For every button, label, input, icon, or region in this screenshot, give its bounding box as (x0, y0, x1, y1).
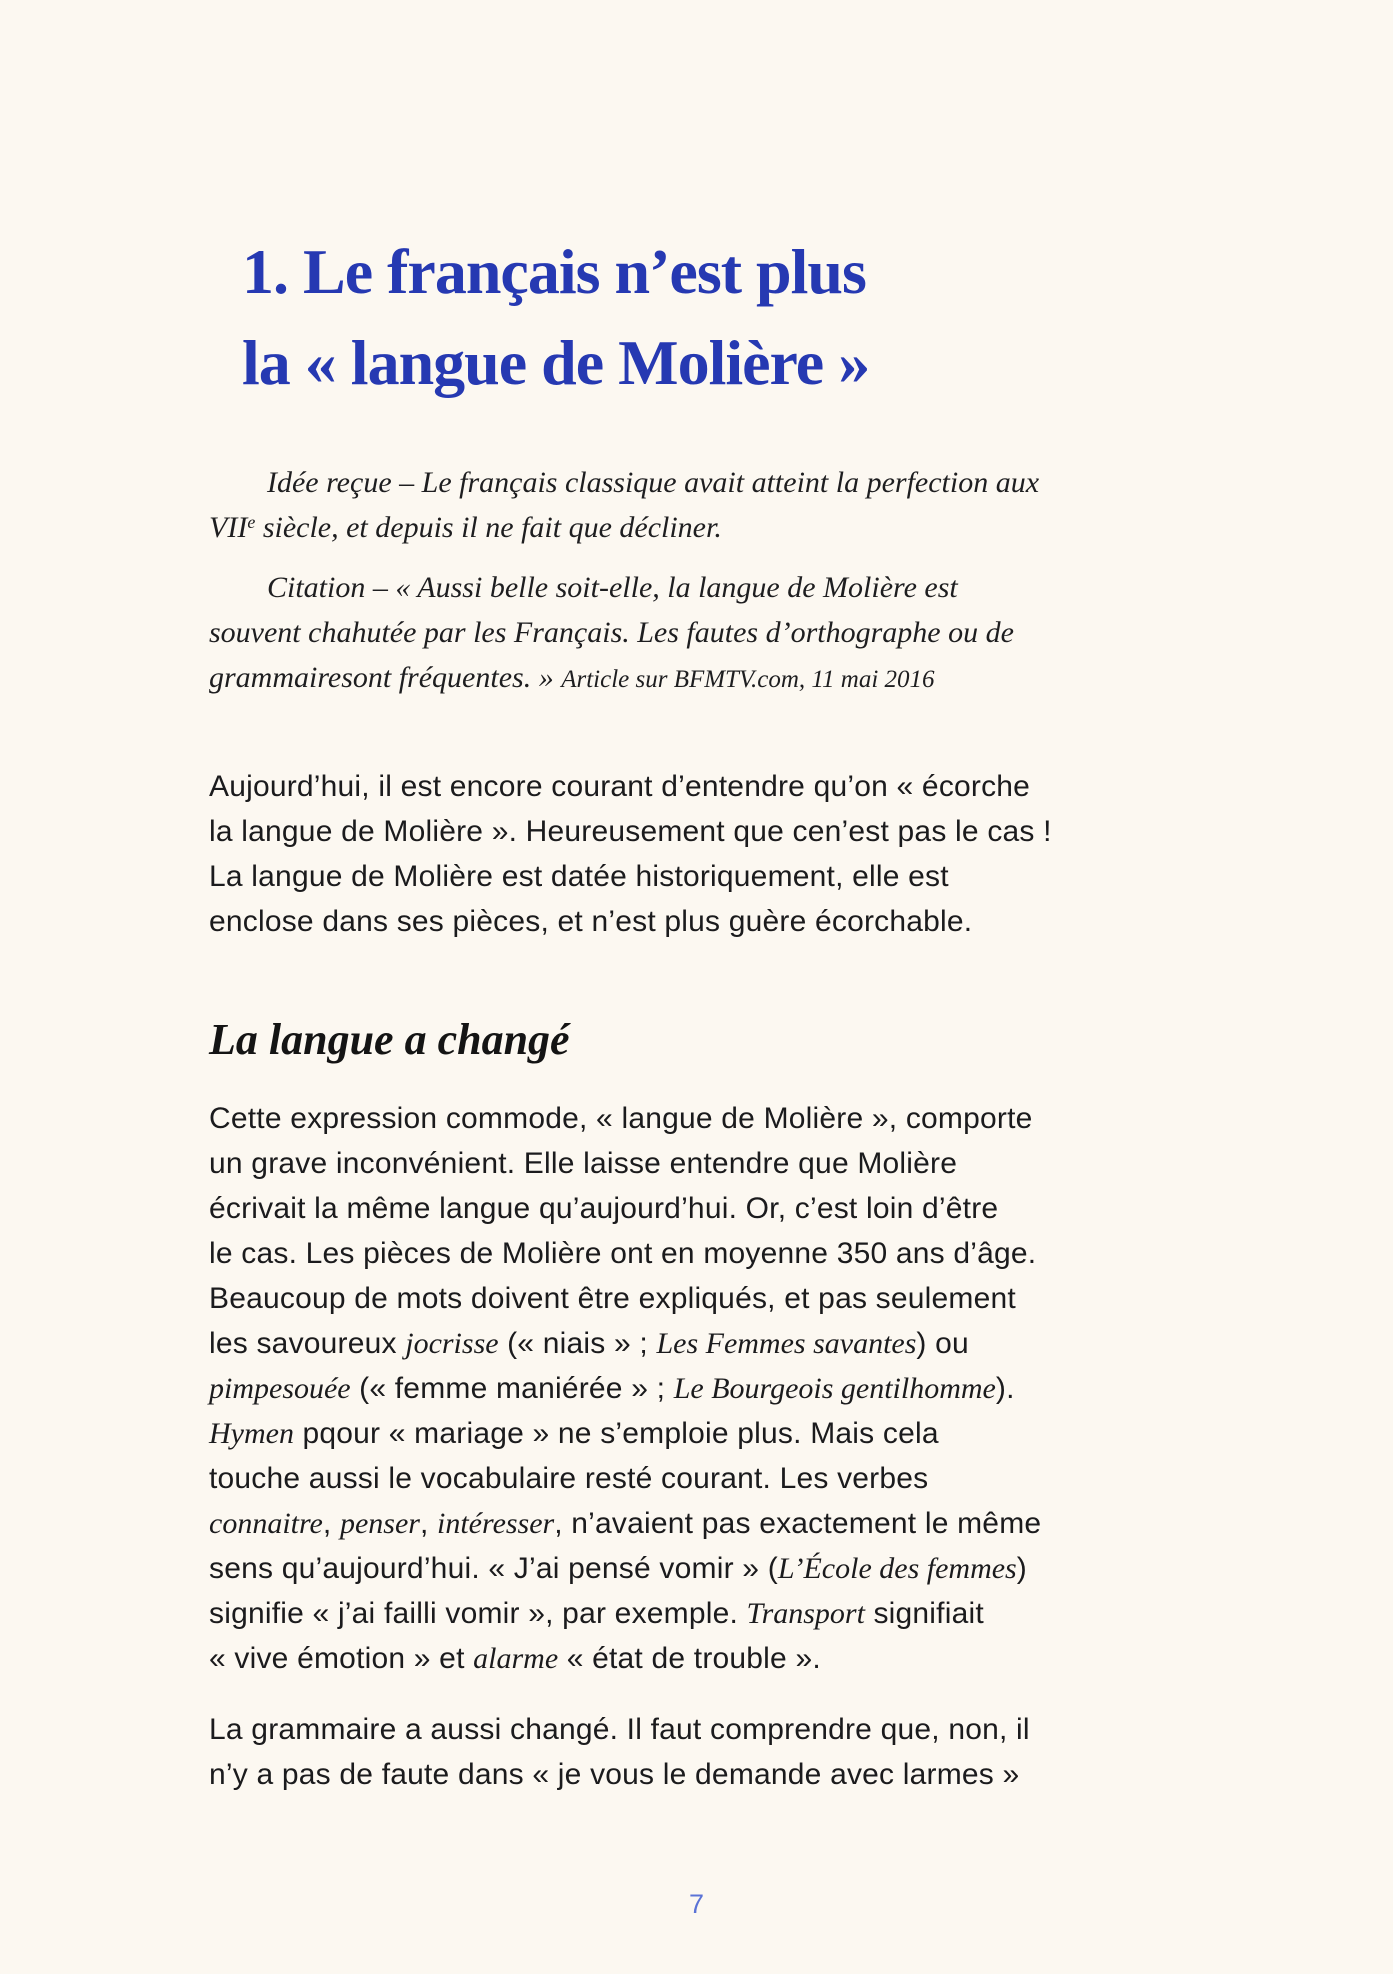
idee-recue-paragraph (209, 460, 1219, 550)
text-line: souvent chahutée par les Français. Les fautes d’orthographe ou de (209, 616, 1014, 649)
text-line: « vive émotion » et alarme « état de trouble ». (209, 1642, 821, 1675)
text-line: la « langue de Molière » (242, 327, 870, 398)
text-line: grammairesont fréquentes. » Article sur BFMTV.com, 11 mai 2016 (209, 661, 935, 694)
chapter-title (242, 226, 1219, 408)
text-line: Beaucoup de mots doivent être expliqués, et pas seulement (209, 1282, 1016, 1315)
text-line: n’y a pas de faute dans « je vous le demande avec larmes » (209, 1758, 1020, 1791)
text-line: Idée reçue – Le français classique avait atteint la perfection aux (267, 466, 1040, 499)
section-heading: La langue a changé (209, 1015, 570, 1064)
text-line: un grave inconvénient. Elle laisse entendre que Molière (209, 1147, 958, 1180)
text-line: Hymen pqour « mariage » ne s’emploie plus. Mais cela (209, 1417, 939, 1450)
intro-paragraph (209, 764, 1219, 944)
text-line: Aujourd’hui, il est encore courant d’entendre qu’on « écorche (209, 770, 1031, 803)
text-line: les savoureux jocrisse (« niais » ; Les Femmes savantes) ou (209, 1327, 969, 1360)
text-line: le cas. Les pièces de Molière ont en moyenne 350 ans d’âge. (209, 1237, 1037, 1270)
text-line: 1. Le français n’est plus (242, 236, 866, 307)
text-line: signifie « j’ai failli vomir », par exemple. Transport signifiait (209, 1597, 984, 1630)
vocabulary-paragraph (209, 1096, 1219, 1681)
text-line: Cette expression commode, « langue de Molière », comporte (209, 1102, 1033, 1135)
text-line: la langue de Molière ». Heureusement que cen’est pas le cas ! (209, 815, 1052, 848)
text-line: pimpesouée (« femme maniérée » ; Le Bourgeois gentilhomme). (209, 1372, 1015, 1405)
page-number: 7 (688, 1889, 705, 1919)
text-line: touche aussi le vocabulaire resté courant. Les verbes (209, 1462, 929, 1495)
citation-paragraph (209, 565, 1219, 702)
text-line: enclose dans ses pièces, et n’est plus guère écorchable. (209, 905, 973, 938)
text-line: La grammaire a aussi changé. Il faut comprendre que, non, il (209, 1713, 1030, 1746)
text-line: VIIe siècle, et depuis il ne fait que décliner. (209, 511, 722, 544)
text-line: La langue de Molière est datée historiquement, elle est (209, 860, 949, 893)
text-line: écrivait la même langue qu’aujourd’hui. Or, c’est loin d’être (209, 1192, 999, 1225)
text-line: connaitre, penser, intéresser, n’avaient pas exactement le même (209, 1507, 1042, 1540)
grammar-paragraph (209, 1707, 1219, 1797)
text-line: sens qu’aujourd’hui. « J’ai pensé vomir » (L’École des femmes) (209, 1552, 1027, 1585)
text-line: Citation – « Aussi belle soit-elle, la langue de Molière est (267, 571, 958, 604)
text-column (209, 0, 1219, 1797)
